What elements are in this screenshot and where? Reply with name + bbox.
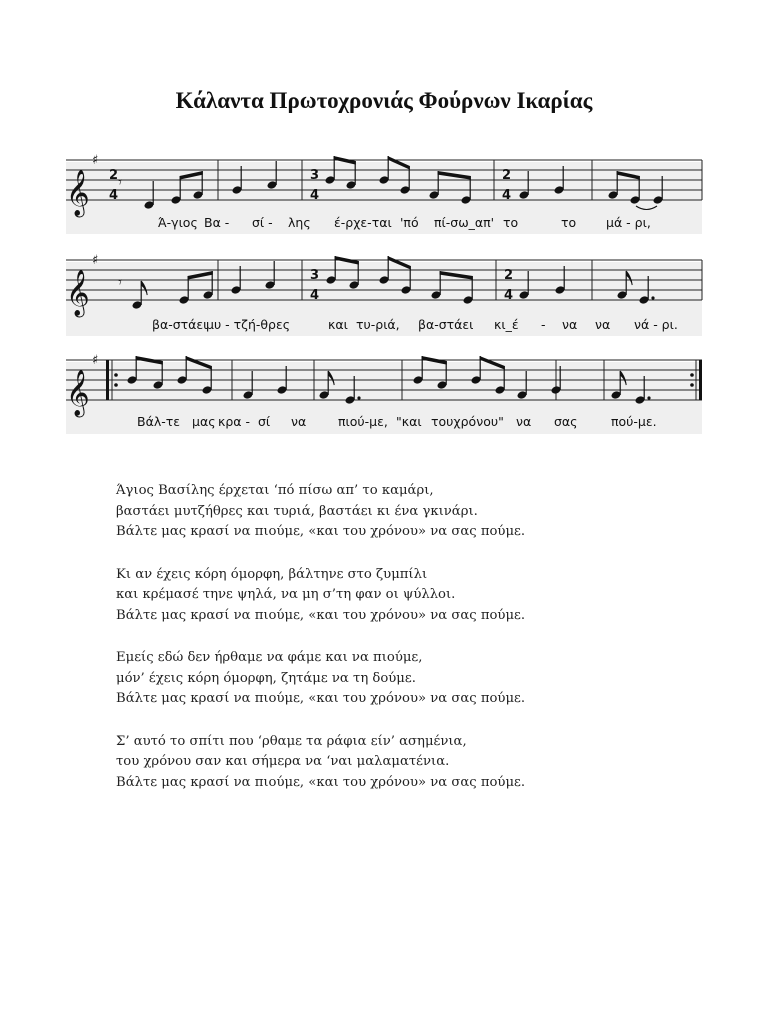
lyric-syllable: βα-στάει xyxy=(152,317,208,332)
treble-clef-icon: 𝄞 xyxy=(66,170,90,216)
verse-line: Εμείς εδώ δεν ήρθαμε να φάμε και να πιούμε, xyxy=(116,650,423,665)
beam xyxy=(388,256,411,270)
time-signature-bottom: 4 xyxy=(109,188,119,203)
verse-line: μόν’ έχεις κόρη όμορφη, ζητάμε να τη δούμε. xyxy=(116,670,416,686)
lyric-syllable: τουχρόνου" xyxy=(431,414,504,429)
lyric-syllable: "και xyxy=(396,414,422,429)
lyric-syllable: το xyxy=(561,215,577,230)
lyric-syllable: πιού-με, xyxy=(338,414,388,429)
lyrics-row-1 xyxy=(66,215,702,233)
dot xyxy=(357,396,360,399)
beam xyxy=(136,356,163,365)
beam xyxy=(440,271,473,280)
time-signature-bottom: 4 xyxy=(310,188,320,203)
repeat-end-thick-bar xyxy=(699,360,702,400)
eighth-rest-icon: 𝄾 xyxy=(118,273,122,291)
score-system-3 xyxy=(66,353,702,434)
beam xyxy=(188,271,213,280)
time-signature-top: 3 xyxy=(310,268,320,283)
eighth-flag xyxy=(626,271,632,285)
lyric-syllable: σας xyxy=(554,414,578,429)
lyric-syllable: νά - ρι. xyxy=(634,317,678,332)
repeat-start-thick-bar xyxy=(106,360,109,400)
treble-clef-icon: 𝄞 xyxy=(66,270,90,316)
score-system-2 xyxy=(66,253,702,336)
lyric-syllable: κρα - xyxy=(218,414,251,429)
score-system-1 xyxy=(66,153,702,234)
beam xyxy=(334,156,356,165)
document-title: Κάλαντα Πρωτοχρονιάς Φούρνων Ικαρίας xyxy=(175,88,593,113)
lyric-syllable: 'πό xyxy=(400,215,419,230)
lyrics-verses xyxy=(116,481,676,815)
verse-line: Βάλτε μας κρασί να πιούμε, «και του χρόνου» να σας πούμε. xyxy=(116,607,526,623)
beam xyxy=(335,256,359,265)
time-signature-top: 2 xyxy=(109,168,119,183)
sharp-icon: ♯ xyxy=(92,153,99,168)
time-signature-bottom: 4 xyxy=(310,288,320,303)
verse-line: Βάλτε μας κρασί να πιούμε, «και του χρόνου» να σας πούμε. xyxy=(116,774,526,790)
time-signature-bottom: 4 xyxy=(502,188,512,203)
verse-line: του χρόνου σαν και σήμερα να ‘ναι μαλαματένια. xyxy=(116,754,450,769)
beam xyxy=(617,171,640,180)
staff-1 xyxy=(66,153,702,216)
beam xyxy=(186,356,212,370)
verse-line: Άγιος Βασίλης έρχεται ‘πό πίσω απ’ το καμάρι, xyxy=(116,483,434,498)
eighth-flag xyxy=(620,371,626,385)
staff-2 xyxy=(66,253,702,316)
lyric-syllable: να xyxy=(562,317,578,332)
lyric-syllable: Βάλ-τε xyxy=(137,414,181,429)
time-signature-top: 2 xyxy=(504,268,514,283)
time-signature-top: 3 xyxy=(310,168,320,183)
lyric-syllable: μά - ρι, xyxy=(606,215,651,230)
repeat-dot xyxy=(114,373,118,377)
lyrics-row-2 xyxy=(66,317,702,335)
lyric-syllable: να xyxy=(595,317,611,332)
beam xyxy=(480,356,505,370)
time-signature-bottom: 4 xyxy=(504,288,514,303)
dot xyxy=(651,296,654,299)
tie xyxy=(636,206,657,210)
lyric-syllable: και xyxy=(328,317,348,332)
lyrics-row-3 xyxy=(66,414,702,432)
verse-line: Βάλτε μας κρασί να πιούμε, «και του χρόνου» να σας πούμε. xyxy=(116,691,526,706)
stanza xyxy=(116,732,676,794)
lyric-syllable: μας xyxy=(192,414,216,429)
verse-line: και κρέμασέ τηνε ψηλά, να μη σ’τη φαν οι ψύλλοι. xyxy=(116,587,456,602)
verse-line: βαστάει μυτζήθρες και τυριά, βαστάει κι ένα γκινάρι. xyxy=(116,503,478,519)
eighth-flag xyxy=(141,281,147,295)
lyric-syllable: Βα - xyxy=(204,215,230,230)
lyric-syllable: σί xyxy=(258,414,271,429)
lyric-syllable: λης xyxy=(288,215,311,230)
lyric-syllable: τυ-ριά, xyxy=(356,317,400,332)
treble-clef-icon: 𝄞 xyxy=(66,370,90,416)
lyric-syllable: μυ - τζή-θρες xyxy=(206,317,291,332)
stanza xyxy=(116,481,676,543)
lyric-syllable: - xyxy=(541,317,546,332)
lyric-syllable: κι_έ xyxy=(494,317,519,332)
repeat-dot xyxy=(114,383,118,387)
stanza xyxy=(116,648,676,710)
sharp-icon: ♯ xyxy=(92,253,99,268)
lyric-syllable: πί-σω_απ' xyxy=(434,215,495,230)
verse-line: Βάλτε μας κρασί να πιούμε, «και του χρόνου» να σας πούμε. xyxy=(116,524,526,539)
verse-line: Κι αν έχεις κόρη όμορφη, βάλτηνε στο ζυμπίλι xyxy=(116,566,428,582)
beam xyxy=(388,156,410,170)
eighth-flag xyxy=(328,371,334,385)
repeat-dot xyxy=(690,373,694,377)
dot xyxy=(647,396,650,399)
beam xyxy=(180,171,203,180)
lyric-syllable: βα-στάει xyxy=(418,317,474,332)
repeat-dot xyxy=(690,383,694,387)
lyric-syllable: να xyxy=(291,414,307,429)
eighth-rest-icon: 𝄾 xyxy=(118,173,122,191)
lyric-syllable: το xyxy=(503,215,519,230)
stanza xyxy=(116,565,676,627)
lyric-syllable: να xyxy=(516,414,532,429)
lyric-syllable: πού-με. xyxy=(611,414,657,429)
lyric-syllable: έ-ρχε-ται xyxy=(334,215,392,230)
beam xyxy=(422,356,447,365)
sharp-icon: ♯ xyxy=(92,353,99,368)
lyric-syllable: Ά-γιος xyxy=(158,215,198,230)
beam xyxy=(438,171,471,180)
time-signature-top: 2 xyxy=(502,168,512,183)
verse-line: Σ’ αυτό το σπίτι που ‘ρθαμε τα ράφια είν’ ασημένια, xyxy=(116,733,467,749)
staff-3 xyxy=(66,353,702,416)
lyric-syllable: σί - xyxy=(252,215,273,230)
